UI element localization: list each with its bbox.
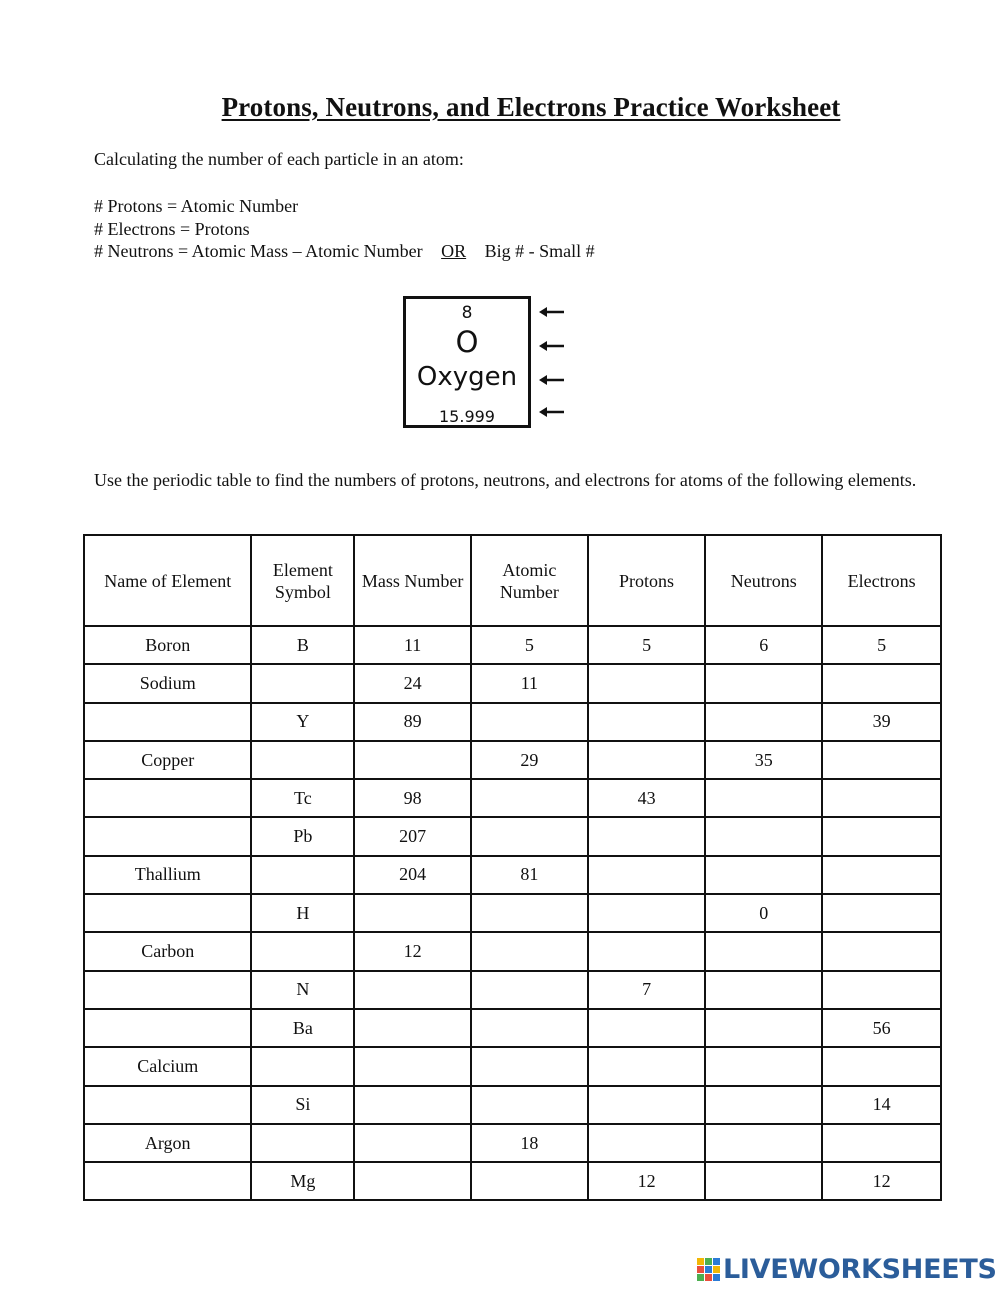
table-cell: 18: [471, 1124, 588, 1162]
table-cell[interactable]: [705, 703, 822, 741]
table-cell[interactable]: [705, 664, 822, 702]
table-cell[interactable]: [84, 1162, 251, 1200]
protons-formula: # Protons = Atomic Number: [94, 196, 299, 216]
table-cell: Thallium: [84, 856, 251, 894]
table-row: [84, 1162, 941, 1200]
instructions-text: Use the periodic table to find the numbers of protons, neutrons, and electrons for atoms of the following elements.: [94, 470, 917, 490]
header-neutrons: Neutrons: [705, 535, 822, 626]
table-cell[interactable]: [471, 932, 588, 970]
oxygen-element-card: [403, 296, 531, 428]
neutrons-formula-line: [94, 240, 595, 263]
table-cell: 81: [471, 856, 588, 894]
table-cell[interactable]: [471, 779, 588, 817]
table-cell[interactable]: [705, 856, 822, 894]
table-cell: Sodium: [84, 664, 251, 702]
table-cell[interactable]: [471, 971, 588, 1009]
table-cell: 204: [354, 856, 471, 894]
worksheet-title: Protons, Neutrons, and Electrons Practice Worksheet: [221, 92, 841, 122]
table-cell[interactable]: [588, 1124, 706, 1162]
table-cell[interactable]: [705, 1124, 822, 1162]
header-element-symbol: Element Symbol: [251, 535, 354, 626]
header-protons: Protons: [588, 535, 706, 626]
table-row: [84, 1009, 941, 1047]
liveworksheets-logo: [697, 1254, 997, 1284]
table-cell: Si: [251, 1086, 354, 1124]
table-cell[interactable]: [84, 1009, 251, 1047]
table-row: [84, 894, 941, 932]
table-cell[interactable]: [354, 1162, 471, 1200]
table-cell: Y: [251, 703, 354, 741]
logo-square: [713, 1258, 720, 1265]
logo-square: [713, 1274, 720, 1281]
table-cell[interactable]: [251, 856, 354, 894]
table-cell: Ba: [251, 1009, 354, 1047]
table-cell[interactable]: [354, 1047, 471, 1085]
table-cell[interactable]: [354, 1009, 471, 1047]
table-row: [84, 779, 941, 817]
table-cell: Carbon: [84, 932, 251, 970]
table-row: [84, 1047, 941, 1085]
table-cell[interactable]: [251, 664, 354, 702]
table-cell[interactable]: [588, 703, 706, 741]
table-cell[interactable]: [251, 932, 354, 970]
header-atomic-number: Atomic Number: [471, 535, 588, 626]
table-cell[interactable]: [354, 741, 471, 779]
table-row: [84, 1124, 941, 1162]
table-cell: 98: [354, 779, 471, 817]
table-cell[interactable]: [822, 664, 941, 702]
table-cell[interactable]: [471, 703, 588, 741]
logo-square: [705, 1266, 712, 1273]
table-cell: Mg: [251, 1162, 354, 1200]
table-cell: 14: [822, 1086, 941, 1124]
table-cell[interactable]: [588, 1086, 706, 1124]
table-cell[interactable]: [705, 1009, 822, 1047]
table-row: [84, 817, 941, 855]
table-cell: 35: [705, 741, 822, 779]
table-cell[interactable]: [354, 1124, 471, 1162]
table-cell: Calcium: [84, 1047, 251, 1085]
table-row: [84, 703, 941, 741]
table-cell: 5: [822, 626, 941, 664]
table-cell[interactable]: [471, 1009, 588, 1047]
table-cell[interactable]: [251, 1124, 354, 1162]
table-cell[interactable]: [471, 894, 588, 932]
table-cell[interactable]: [588, 664, 706, 702]
table-cell[interactable]: [822, 1047, 941, 1085]
table-row: [84, 856, 941, 894]
table-cell[interactable]: [354, 1086, 471, 1124]
table-cell[interactable]: [705, 1086, 822, 1124]
table-cell[interactable]: [822, 894, 941, 932]
table-cell[interactable]: [471, 1162, 588, 1200]
table-cell: 12: [354, 932, 471, 970]
table-cell: 89: [354, 703, 471, 741]
card-atomic-number: 8: [461, 303, 473, 323]
logo-square: [697, 1274, 704, 1281]
table-cell[interactable]: [588, 932, 706, 970]
table-cell[interactable]: [354, 971, 471, 1009]
table-cell[interactable]: [705, 1047, 822, 1085]
table-row: [84, 626, 941, 664]
table-cell[interactable]: [822, 779, 941, 817]
table-cell[interactable]: [84, 817, 251, 855]
table-cell: 56: [822, 1009, 941, 1047]
logo-square: [713, 1266, 720, 1273]
header-mass-number: Mass Number: [354, 535, 471, 626]
table-cell[interactable]: [822, 741, 941, 779]
table-cell: 12: [822, 1162, 941, 1200]
table-cell[interactable]: [471, 817, 588, 855]
table-cell: 7: [588, 971, 706, 1009]
table-cell: 6: [705, 626, 822, 664]
table-cell[interactable]: [354, 894, 471, 932]
table-cell[interactable]: [84, 779, 251, 817]
table-cell: 11: [354, 626, 471, 664]
table-body: [84, 626, 941, 1200]
table-row: [84, 971, 941, 1009]
table-cell: 5: [588, 626, 706, 664]
table-cell[interactable]: [822, 856, 941, 894]
table-cell: 39: [822, 703, 941, 741]
table-cell: N: [251, 971, 354, 1009]
table-cell: 12: [588, 1162, 706, 1200]
table-cell: Argon: [84, 1124, 251, 1162]
table-cell[interactable]: [588, 1009, 706, 1047]
formula-block: [94, 195, 595, 263]
table-cell[interactable]: [588, 1047, 706, 1085]
table-cell[interactable]: [588, 741, 706, 779]
table-cell: 29: [471, 741, 588, 779]
table-row: [84, 664, 941, 702]
header-electrons: Electrons: [822, 535, 941, 626]
table-cell: Copper: [84, 741, 251, 779]
table-row: [84, 932, 941, 970]
card-symbol: O: [455, 325, 479, 359]
table-cell: H: [251, 894, 354, 932]
table-cell: B: [251, 626, 354, 664]
or-keyword: OR: [441, 241, 467, 261]
table-cell[interactable]: [588, 817, 706, 855]
pointer-arrows-icon: [538, 302, 568, 420]
table-cell: 43: [588, 779, 706, 817]
table-cell[interactable]: [471, 1047, 588, 1085]
liveworksheets-logo-icon: [697, 1258, 720, 1281]
table-cell[interactable]: [588, 894, 706, 932]
table-cell[interactable]: [822, 817, 941, 855]
logo-square: [705, 1258, 712, 1265]
table-cell[interactable]: [84, 1086, 251, 1124]
logo-square: [697, 1266, 704, 1273]
table-cell[interactable]: [822, 971, 941, 1009]
table-cell: 0: [705, 894, 822, 932]
table-row: [84, 741, 941, 779]
table-cell[interactable]: [705, 817, 822, 855]
electrons-formula: # Electrons = Protons: [94, 218, 250, 239]
table-cell[interactable]: [251, 741, 354, 779]
table-cell[interactable]: [471, 1086, 588, 1124]
table-header-row: [84, 535, 941, 626]
logo-square: [705, 1274, 712, 1281]
neutrons-formula: # Neutrons = Atomic Mass – Atomic Number: [94, 241, 423, 261]
table-cell[interactable]: [705, 1162, 822, 1200]
table-row: [84, 1086, 941, 1124]
card-element-name: Oxygen: [416, 362, 518, 392]
table-cell[interactable]: [705, 971, 822, 1009]
brand-name: LIVEWORKSHEETS: [723, 1253, 997, 1285]
table-cell[interactable]: [251, 1047, 354, 1085]
table-cell[interactable]: [705, 932, 822, 970]
intro-text: Calculating the number of each particle in an atom:: [94, 149, 464, 169]
table-cell[interactable]: [822, 932, 941, 970]
shortcut-formula: Big # - Small #: [484, 241, 595, 261]
table-cell: 207: [354, 817, 471, 855]
table-cell: 24: [354, 664, 471, 702]
table-cell[interactable]: [84, 971, 251, 1009]
logo-square: [697, 1258, 704, 1265]
table-cell[interactable]: [84, 703, 251, 741]
table-cell: Boron: [84, 626, 251, 664]
table-cell[interactable]: [588, 856, 706, 894]
table-cell: Pb: [251, 817, 354, 855]
header-name-of-element: Name of Element: [84, 535, 251, 626]
table-cell[interactable]: [84, 894, 251, 932]
card-atomic-mass: 15.999: [439, 407, 495, 426]
table-cell: 5: [471, 626, 588, 664]
practice-table: [83, 534, 942, 1201]
table-cell: Tc: [251, 779, 354, 817]
table-cell: 11: [471, 664, 588, 702]
table-cell[interactable]: [705, 779, 822, 817]
table-cell[interactable]: [822, 1124, 941, 1162]
